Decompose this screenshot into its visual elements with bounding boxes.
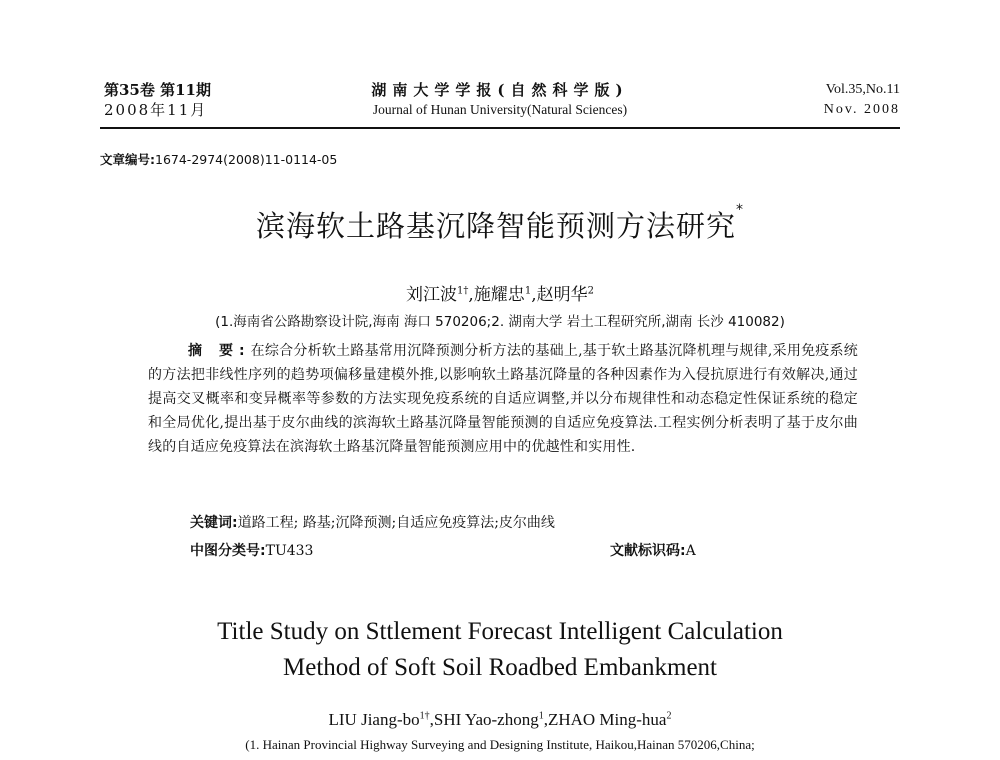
affiliation-en: (1. Hainan Provincial Highway Surveying and Designing Institute, Haikou,Hainan 570206,China;: [245, 737, 755, 752]
keywords-cn: [190, 512, 555, 532]
header-date-cn: 2008年11月: [104, 101, 208, 119]
header-vol-en: Vol.35,No.11: [825, 82, 900, 97]
author-name-en: LIU Jiang-bo: [328, 710, 420, 729]
article-number: [100, 150, 337, 168]
header-date-en: Nov. 2008: [823, 102, 900, 117]
journal-name-en: Journal of Hunan University(Natural Sciences): [372, 102, 628, 117]
author-sep: ,: [468, 285, 474, 305]
paper-title-en-line1: Title Study on Sttlement Forecast Intelligent Calculation: [217, 618, 783, 645]
author-sep-en: ,: [543, 710, 548, 729]
abstract-label: 摘 要:: [188, 343, 251, 359]
article-number-value: 1674-2974(2008)11-0114-05: [155, 152, 338, 167]
author-sep: ,: [531, 285, 537, 305]
author-name: 施耀忠: [473, 285, 525, 305]
author-sup-en: 1: [538, 710, 544, 722]
keywords-label: 关键词:: [190, 515, 238, 531]
paper-title-en: [100, 614, 900, 686]
author-name-en: ZHAO Ming-hua: [547, 710, 667, 729]
clc-value: TU433: [265, 543, 314, 559]
author-name: 刘江波: [406, 285, 458, 305]
author-sup: 2: [587, 285, 594, 297]
clc-label: 中图分类号:: [190, 543, 266, 559]
header-rule: [100, 127, 900, 129]
authors-en: [100, 710, 900, 730]
author-name: 赵明华: [536, 285, 588, 305]
title-footnote-mark: *: [736, 202, 744, 218]
doc-code-value: A: [685, 543, 696, 559]
paper-title-en-line2: Method of Soft Soil Roadbed Embankment: [283, 654, 717, 681]
abstract-text: 在综合分析软土路基常用沉降预测分析方法的基础上,基于软土路基沉降机理与规律,采用免疫系统的方法把非线性序列的趋势项偏移量建模外推,以影响软土路基沉降量的各种因素作为入侵抗原进行有效解决,通过提高交叉概率和变异概率等参数的方法实现免疫系统的自适应调整,并以分布规律性和动态稳定性保证系统的稳定和全局优化,提出基于皮尔曲线的滨海软土路基沉降量智能预测的自适应免疫算法.工程实例分析表明了基于皮尔曲线的自适应免疫算法在滨海软土路基沉降量智能预测应用中的优越性和实用性.: [148, 343, 858, 455]
keywords-value: 道路工程; 路基;沉降预测;自适应免疫算法;皮尔曲线: [237, 515, 555, 531]
author-sup: 1†: [457, 285, 469, 297]
header-vol-block: [824, 80, 900, 120]
article-number-label: 文章编号:: [100, 152, 155, 167]
author-sup-en: 1†: [419, 710, 430, 722]
author-sup-en: 2: [666, 710, 672, 722]
abstract-cn: [148, 339, 858, 459]
header-volume-issue: 第35卷 第11期: [104, 81, 211, 99]
journal-name-cn: 湖南大学学报(自然科学版): [371, 81, 629, 99]
header-journal-block: [300, 80, 700, 120]
authors-cn: [100, 280, 900, 305]
document-code: [610, 540, 696, 560]
author-name-en: SHI Yao-zhong: [433, 710, 539, 729]
header-volume-block: [104, 80, 211, 120]
clc-number: [190, 540, 313, 560]
affiliation-cn: (1.海南省公路勘察设计院,海南 海口 570206;2. 湖南大学 岩土工程研究所,湖南 长沙 410082): [215, 314, 785, 330]
author-sep-en: ,: [429, 710, 434, 729]
doc-code-label: 文献标识码:: [610, 543, 686, 559]
author-sup: 1: [524, 285, 532, 297]
paper-title-cn-text: 滨海软土路基沉降智能预测方法研究: [255, 209, 736, 243]
paper-title-cn: [100, 204, 900, 245]
